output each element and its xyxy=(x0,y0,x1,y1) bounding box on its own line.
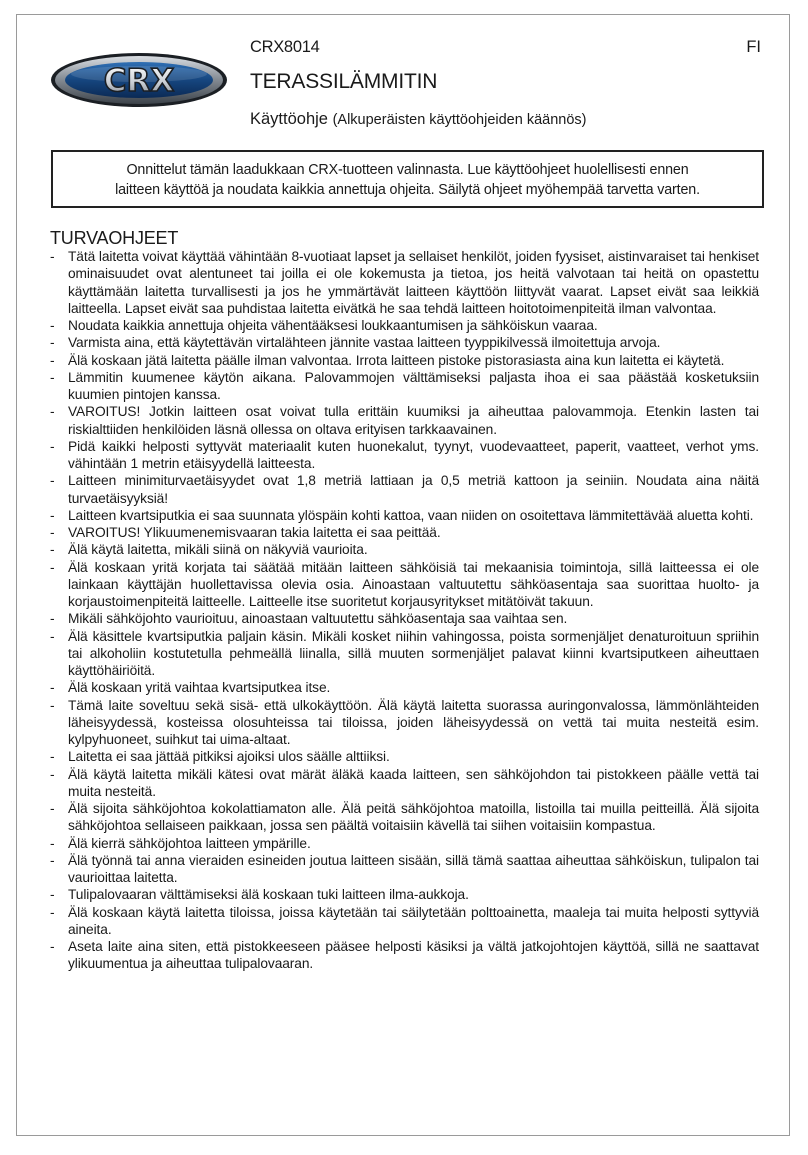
safety-item: - VAROITUS! Jotkin laitteen osat voivat tulla erittäin kuumiksi ja aiheuttaa palovammoja. Etenkin lasten tai riskialttiiden henkilöiden läsnä ollessa on oltava erityisen tarkkaavainen. xyxy=(49,403,759,438)
safety-list xyxy=(49,248,759,973)
product-title: TERASSILÄMMITIN xyxy=(250,70,438,93)
section-title: TURVAOHJEET xyxy=(50,228,179,248)
safety-item: - Älä koskaan yritä vaihtaa kvartsiputkea itse. xyxy=(49,679,759,696)
safety-item: - Pidä kaikki helposti syttyvät materiaalit kuten huonekalut, tyynyt, vuodevaatteet, paperit, vaatteet, verhot yms. vähintään 1 metrin etäisyydellä laitteesta. xyxy=(49,438,759,473)
safety-item: - Laitetta ei saa jättää pitkiksi ajoiksi ulos säälle alttiiksi. xyxy=(49,748,759,765)
safety-item: - Mikäli sähköjohto vaurioituu, ainoastaan valtuutettu sähköasentaja saa vaihtaa sen. xyxy=(49,610,759,627)
safety-item: - Tämä laite soveltuu sekä sisä- että ulkokäyttöön. Älä käytä laitetta suorassa auringonvalossa, lämmönlähteiden läheisyydessä, kosteissa olosuhteissa tai tiloissa, joiden läheisyydessä on vettä tai muita nesteitä esim. kylpyhuoneet, suihkut tai uima-altaat. xyxy=(49,697,759,749)
safety-item: - Älä koskaan yritä korjata tai säätää mitään laitteen sähköisiä tai mekaanisia toimintoja, sillä laitteessa ei ole lainkaan käyttäjän huollettavissa olevia osia. Ainoastaan valtuutettu sähköasentaja saa suorittaa huolto- ja korjaustoimenpiteitä laitteelle. Laitteelle itse suoritetut korjausyritykset mitätöivät takuun. xyxy=(49,559,759,611)
safety-item: - Aseta laite aina siten, että pistokkeeseen pääsee helposti käsiksi ja vältä jatkojohtojen käyttöä, sillä ne saattavat ylikuumentua ja aiheuttaa tulipalovaaran. xyxy=(49,938,759,973)
notice-box xyxy=(51,150,764,208)
safety-item: - Laitteen minimiturvaetäisyydet ovat 1,8 metriä lattiaan ja 0,5 metriä kattoon ja seiniin. Noudata aina näitä turvaetäisyyksiä! xyxy=(49,472,759,507)
safety-item: - Tätä laitetta voivat käyttää vähintään 8-vuotiaat lapset ja sellaiset henkilöt, joiden fyysiset, aistinvaraiset tai henkiset ominaisuudet ovat alentuneet tai joilla ei ole kokemusta ja tietoa, jos heitä valvotaan tai heitä on opastettu käyttämään laitetta turvallisesti ja jos he ymmärtävät laitteen käyttöön liittyvät vaarat. Lapset eivät saa leikkiä laitteella. Lapset eivät saa puhdistaa laitetta eivätkä he saa tehdä laitteen hoitotoimenpiteitä ilman valvontaa. xyxy=(49,248,759,317)
safety-item: - Varmista aina, että käytettävän virtalähteen jännite vastaa laitteen tyyppikilvessä ilmoitettuja arvoja. xyxy=(49,334,759,351)
crx-logo xyxy=(50,52,228,108)
safety-item: - Laitteen kvartsiputkia ei saa suunnata ylöspäin kohti kattoa, vaan niiden on osoitettava lämmitettävää aluetta kohti. xyxy=(49,507,759,524)
manual-label: Käyttöohje xyxy=(250,110,328,128)
safety-item: - Älä kierrä sähköjohtoa laitteen ympärille. xyxy=(49,835,759,852)
notice-line: Onnittelut tämän laadukkaan CRX-tuotteen valinnasta. Lue käyttöohjeet huolellisesti ennen xyxy=(126,162,689,178)
safety-item: - Tulipalovaaran välttämiseksi älä koskaan tuki laitteen ilma-aukkoja. xyxy=(49,886,759,903)
manual-subtitle xyxy=(250,110,586,129)
notice-line: laitteen käyttöä ja noudata kaikkia annettuja ohjeita. Säilytä ohjeet myöhempää tarvetta varten. xyxy=(115,182,700,198)
safety-item: - Lämmitin kuumenee käytön aikana. Palovammojen välttämiseksi paljasta ihoa ei saa päästää kosketuksiin kuumien pintojen kanssa. xyxy=(49,369,759,404)
safety-item: - Älä sijoita sähköjohtoa kokolattiamaton alle. Älä peitä sähköjohtoa matoilla, listoilla tai muilla peitteillä. Älä sijoita sähköjohtoa sellaiseen paikkaan, jossa sen päältä voitaisiin kävellä tai siihen voitaisiin kompastua. xyxy=(49,800,759,835)
safety-item: - Noudata kaikkia annettuja ohjeita vähentääksesi loukkaantumisen ja sähköiskun vaaraa. xyxy=(49,317,759,334)
safety-item: - Älä käsittele kvartsiputkia paljain käsin. Mikäli kosket niihin vahingossa, poista sormenjäljet denaturoituun spriihin tai alkoholiin kostutetulla pehmeällä liinalla, sillä muuten sormenjäljet palavat kiinni kvartsiputkeen aiheuttaen käyttöhäiriöitä. xyxy=(49,628,759,680)
logo-text: CRX xyxy=(103,63,175,99)
manual-note: (Alkuperäisten käyttöohjeiden käännös) xyxy=(332,112,587,128)
safety-item: - Älä koskaan käytä laitetta tiloissa, joissa käytetään tai säilytetään polttoainetta, maaleja tai muita helposti syttyviä aineita. xyxy=(49,904,759,939)
crx-logo-graphic xyxy=(50,52,228,108)
safety-item: - Älä työnnä tai anna vieraiden esineiden joutua laitteen sisään, sillä tämä saattaa aiheuttaa sähköiskun, tulipalon tai vaurioittaa laitetta. xyxy=(49,852,759,887)
language-code: FI xyxy=(746,38,761,56)
safety-item: - Älä koskaan jätä laitetta päälle ilman valvontaa. Irrota laitteen pistoke pistorasiasta aina kun laitetta ei käytetä. xyxy=(49,352,759,369)
safety-item: - Älä käytä laitetta mikäli kätesi ovat märät äläkä kaada laitteen, sen sähköjohdon tai pistokkeen päälle vettä tai muita nesteitä. xyxy=(49,766,759,801)
safety-item: - Älä käytä laitetta, mikäli siinä on näkyviä vaurioita. xyxy=(49,541,759,558)
model-number: CRX8014 xyxy=(250,38,320,56)
safety-item: - VAROITUS! Ylikuumenemisvaaran takia laitetta ei saa peittää. xyxy=(49,524,759,541)
